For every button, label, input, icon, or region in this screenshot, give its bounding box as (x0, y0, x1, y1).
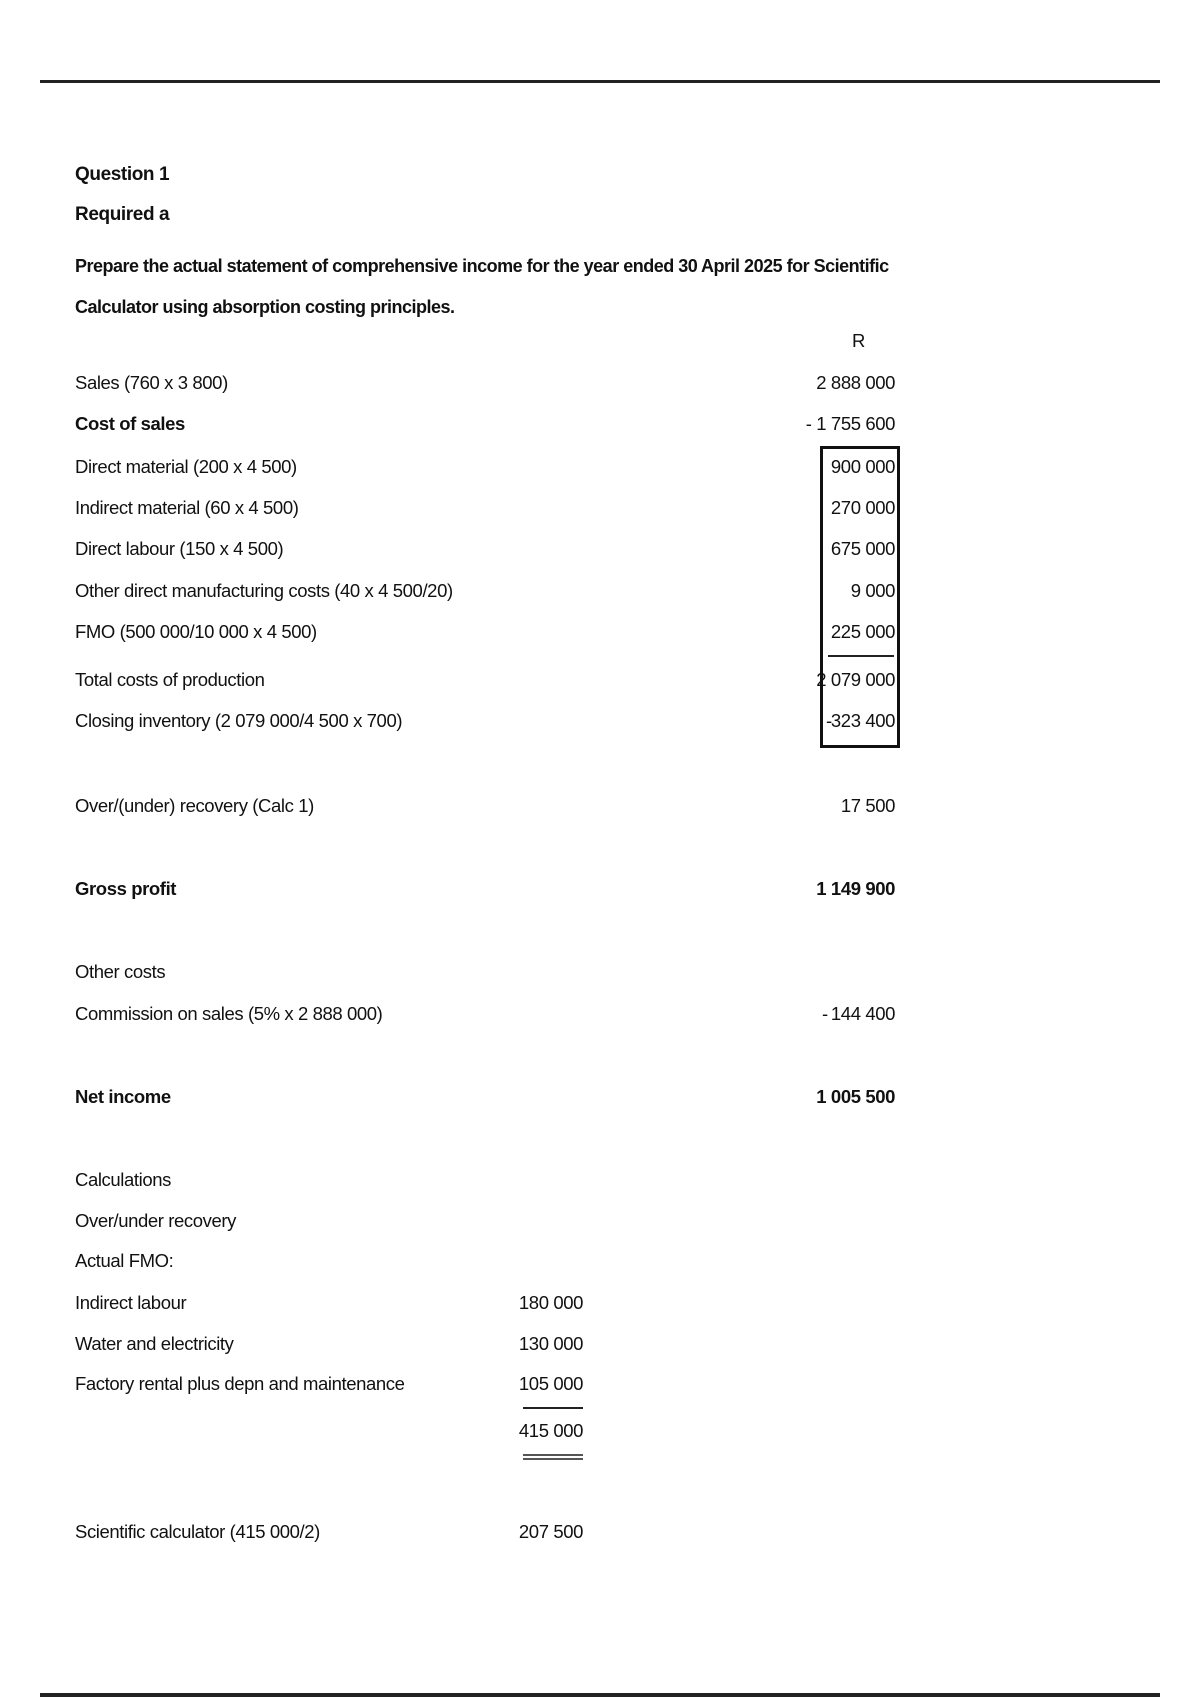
over-under-value: 17 500 (840, 795, 895, 816)
calc-total-double-rule (523, 1454, 583, 1460)
water-electricity-value: 130 000 (518, 1333, 583, 1354)
currency-header: R (852, 330, 866, 351)
sales-value: 2 888 000 (816, 372, 895, 393)
water-electricity-label: Water and electricity (75, 1333, 234, 1354)
fmo-value: 225 000 (830, 621, 895, 642)
subtotal-rule (828, 655, 894, 657)
direct-labour-label: Direct labour (150 x 4 500) (75, 538, 284, 559)
sales-label: Sales (760 x 3 800) (75, 372, 228, 393)
indirect-material-value: 270 000 (830, 497, 895, 518)
total-production-label: Total costs of production (75, 669, 265, 690)
top-rule (40, 80, 1160, 83)
commission-label: Commission on sales (5% x 2 888 000) (75, 1003, 383, 1024)
required-label: Required a (75, 204, 170, 225)
direct-labour-value: 675 000 (830, 538, 895, 559)
indirect-material-label: Indirect material (60 x 4 500) (75, 497, 299, 518)
calculations-title: Calculations (75, 1169, 171, 1190)
over-under-label: Over/(under) recovery (Calc 1) (75, 795, 314, 816)
question-prompt: Prepare the actual statement of comprehensive income for the year ended 30 April 2025 for Scientific Calculator using absorption costing principles. (75, 256, 889, 317)
question-title: Question 1 (75, 164, 170, 185)
indirect-labour-value: 180 000 (518, 1292, 583, 1313)
direct-material-label: Direct material (200 x 4 500) (75, 456, 297, 477)
direct-material-value: 900 000 (830, 456, 895, 477)
closing-inventory-sign: - (826, 710, 833, 731)
bottom-rule (40, 1693, 1160, 1697)
net-income-label: Net income (75, 1086, 171, 1107)
other-direct-costs-value: 9 000 (850, 580, 895, 601)
total-production-value: 2 079 000 (816, 669, 895, 690)
commission-sign: - (822, 1003, 829, 1024)
net-income-value: 1 005 500 (816, 1086, 895, 1107)
gross-profit-value: 1 149 900 (816, 878, 895, 899)
cost-of-sales-label: Cost of sales (75, 413, 185, 434)
fmo-label: FMO (500 000/10 000 x 4 500) (75, 621, 317, 642)
scientific-calculator-value: 207 500 (518, 1521, 583, 1542)
other-direct-costs-label: Other direct manufacturing costs (40 x 4 500/20) (75, 580, 453, 601)
other-costs-label: Other costs (75, 961, 166, 982)
calc-total-value: 415 000 (518, 1420, 583, 1441)
closing-inventory-label: Closing inventory (2 079 000/4 500 x 700) (75, 710, 403, 731)
factory-rental-label: Factory rental plus depn and maintenance (75, 1373, 405, 1394)
commission-value: 144 400 (830, 1003, 895, 1024)
factory-rental-value: 105 000 (518, 1373, 583, 1394)
cost-of-sales-value: - 1 755 600 (805, 413, 895, 434)
scientific-calculator-label: Scientific calculator (415 000/2) (75, 1521, 320, 1542)
indirect-labour-label: Indirect labour (75, 1292, 187, 1313)
actual-fmo-label: Actual FMO: (75, 1250, 174, 1271)
gross-profit-label: Gross profit (75, 878, 177, 899)
closing-inventory-value: 323 400 (830, 710, 895, 731)
calculations-subtitle: Over/under recovery (75, 1210, 237, 1231)
calc-subtotal-rule (523, 1407, 583, 1409)
